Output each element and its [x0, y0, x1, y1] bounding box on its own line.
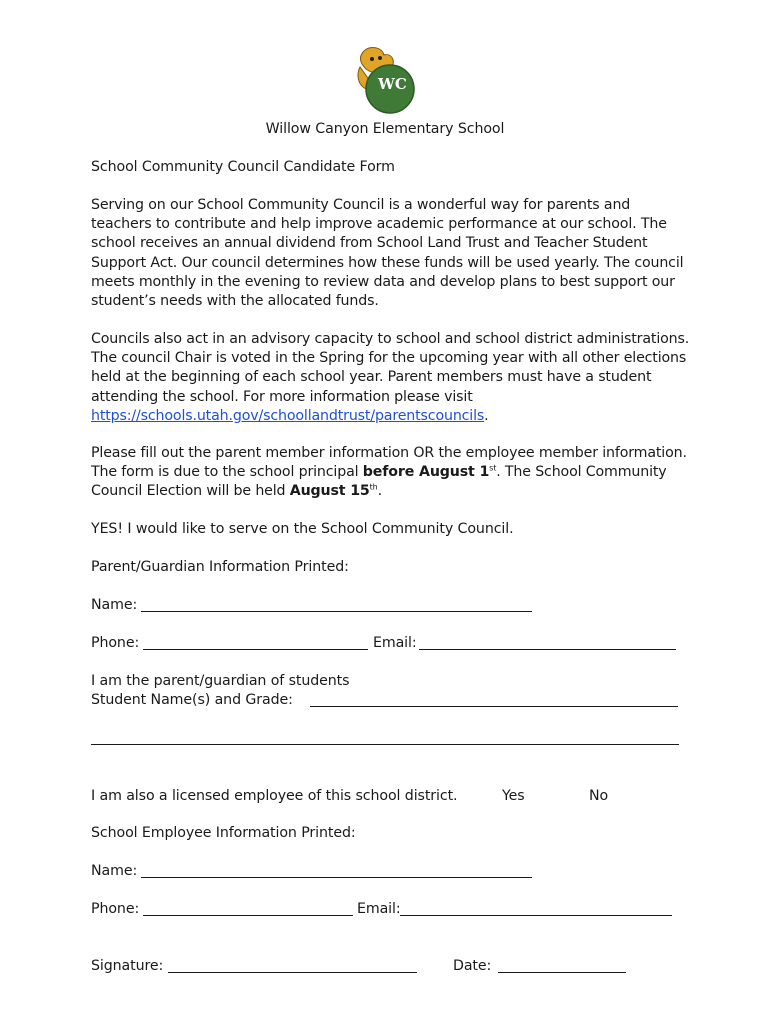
signature-field[interactable]	[168, 958, 417, 973]
paragraph-3-text-b: . The School Community Council Election will be held	[91, 464, 667, 500]
parent-name-label: Name:	[91, 597, 138, 613]
parent-name-field[interactable]	[141, 597, 532, 612]
employee-no-option[interactable]: No	[589, 788, 609, 804]
date-label: Date:	[453, 958, 492, 974]
employee-phone-label: Phone:	[91, 901, 140, 917]
intro-paragraph-1: Serving on our School Community Council is a wonderful way for parents and teachers to contribute and help improve academic performance at our school. The school receives an annual dividend from School Land Trust and Teacher Student Support Act. Our council determines how these funds will be used yearly. The council meets monthly in the evening to review data and develop plans to best support our student’s needs with the allocated funds.	[91, 197, 684, 310]
parent-councils-link[interactable]: https://schools.utah.gov/schoollandtrust/parentscouncils	[91, 407, 485, 424]
students-field-line-2[interactable]	[91, 730, 679, 745]
election-date: August 15	[289, 483, 370, 500]
employee-email-field[interactable]	[400, 901, 672, 916]
yes-statement: YES! I would like to serve on the School Community Council.	[91, 521, 514, 537]
intro-paragraph-2	[91, 330, 691, 426]
election-suffix: th	[369, 482, 378, 492]
employee-question: I am also a licensed employee of this school district.	[91, 788, 458, 804]
form-title: School Community Council Candidate Form	[91, 159, 395, 175]
intro-paragraph-3	[91, 444, 691, 502]
parent-phone-label: Phone:	[91, 635, 140, 651]
date-field[interactable]	[498, 958, 626, 973]
employee-phone-field[interactable]	[143, 901, 353, 916]
signature-label: Signature:	[91, 958, 164, 974]
paragraph-3-text-c: .	[377, 483, 382, 500]
school-name: Willow Canyon Elementary School	[265, 121, 505, 137]
parent-phone-field[interactable]	[143, 635, 368, 650]
employee-yes-option[interactable]: Yes	[502, 788, 525, 804]
employee-name-field[interactable]	[141, 863, 532, 878]
students-field[interactable]	[310, 692, 678, 707]
parent-email-label: Email:	[373, 635, 417, 651]
employee-heading: School Employee Information Printed:	[91, 825, 356, 841]
students-label: Student Name(s) and Grade:	[91, 692, 293, 708]
students-intro: I am the parent/guardian of students	[91, 673, 350, 689]
deadline-date: before August 1	[362, 464, 490, 481]
deadline-suffix: st	[489, 463, 497, 473]
parent-email-field[interactable]	[419, 635, 676, 650]
parent-heading: Parent/Guardian Information Printed:	[91, 559, 349, 575]
paragraph-3-text-a: Please fill out the parent member information OR the employee member information. The form is due to the school principal	[91, 445, 687, 481]
employee-email-label: Email:	[357, 901, 401, 917]
paragraph-2-end: .	[484, 407, 489, 424]
school-logo	[350, 45, 420, 117]
paragraph-2-text: Councils also act in an advisory capacity to school and school district administrations. The council Chair is voted in the Spring for the upcoming year with all other elections held at the beginning of each school year. Parent members must have a student attending the school. For more information please visit	[91, 331, 690, 405]
logo-letter-w: WC	[378, 75, 407, 93]
employee-name-label: Name:	[91, 863, 138, 879]
